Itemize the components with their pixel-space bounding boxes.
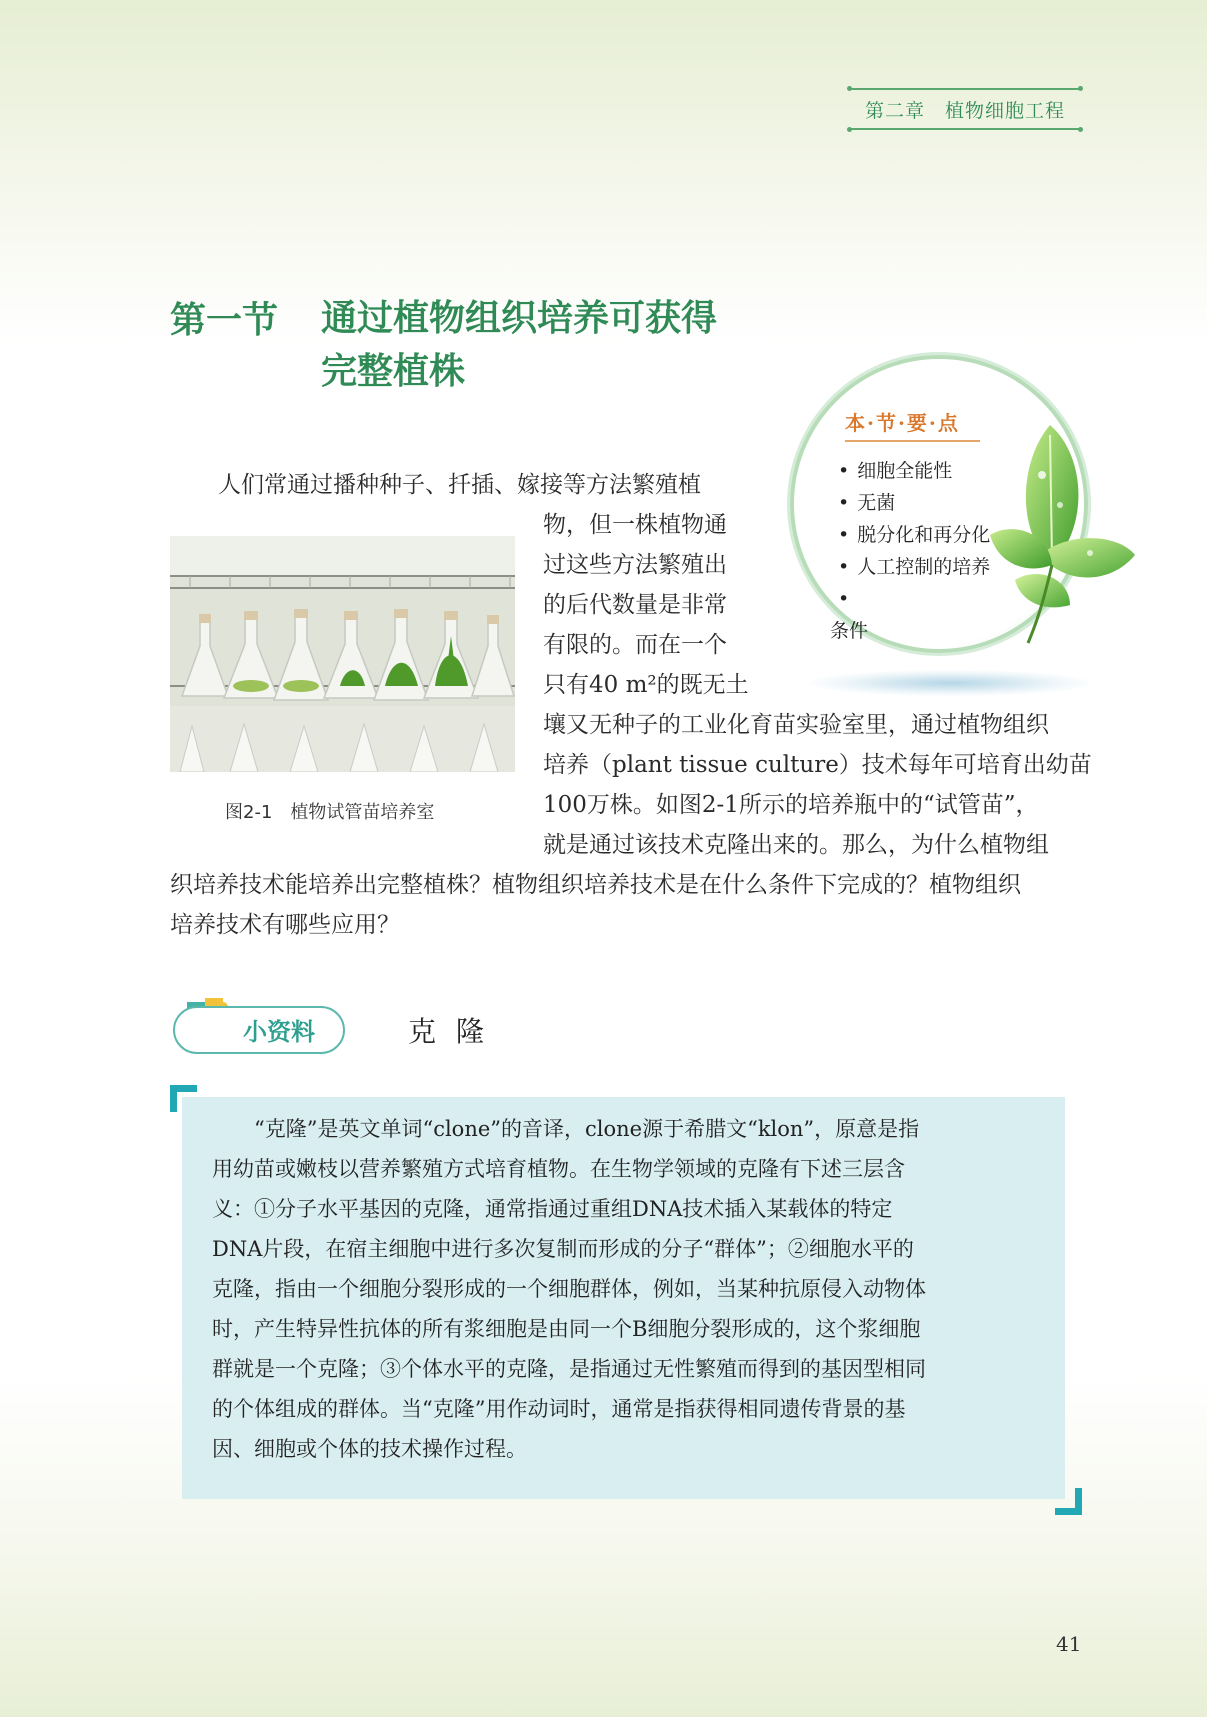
text-line: 只有40 m²的既无土 bbox=[543, 672, 749, 698]
key-point-item: • 无菌 bbox=[838, 487, 990, 519]
figure-caption: 图2-1 植物试管苗培养室 bbox=[225, 802, 435, 823]
info-line: 时，产生特异性抗体的所有浆细胞是由同一个B细胞分裂形成的，这个浆细胞 bbox=[212, 1317, 921, 1341]
text-line: 织培养技术能培养出完整植株？植物组织培养技术是在什么条件下完成的？植物组织 bbox=[170, 872, 1021, 898]
key-points-title: 本·节·要·点 bbox=[845, 407, 980, 442]
text-line: 就是通过该技术克隆出来的。那么，为什么植物组 bbox=[543, 832, 1049, 858]
section-number: 第一节 bbox=[170, 299, 279, 341]
key-point-item: • 细胞全能性 bbox=[838, 455, 990, 487]
text-line: 培养（plant tissue culture）技术每年可培育出幼苗 bbox=[543, 752, 1092, 778]
text-line: 的后代数量是非常 bbox=[543, 592, 727, 618]
leaves-icon bbox=[970, 415, 1135, 645]
info-line: 克隆，指由一个细胞分裂形成的一个细胞群体，例如，当某种抗原侵入动物体 bbox=[212, 1277, 926, 1301]
key-points-badge bbox=[790, 355, 1090, 655]
text-line: 人们常通过播种种子、扦插、嫁接等方法繁殖植 bbox=[218, 472, 701, 498]
text-line: 有限的。而在一个 bbox=[543, 632, 727, 658]
note-label: 小资料 bbox=[243, 1018, 315, 1046]
note-topic: 克隆 bbox=[408, 1015, 505, 1048]
key-point-item: • 人工控制的培养 bbox=[838, 551, 990, 583]
key-point-item: • 脱分化和再分化 bbox=[838, 519, 990, 551]
info-line: “克隆”是英文单词“clone”的音译，clone源于希腊文“klon”，原意是指 bbox=[254, 1117, 920, 1141]
section-title bbox=[321, 292, 717, 398]
info-line: 的个体组成的群体。当“克隆”用作动词时，通常是指获得相同遗传背景的基 bbox=[212, 1397, 906, 1421]
info-line: 用幼苗或嫩枝以营养繁殖方式培育植物。在生物学领域的克隆有下述三层含 bbox=[212, 1157, 905, 1181]
key-point-item-cont: • 条件 bbox=[830, 620, 869, 642]
chapter-number: 第二章 bbox=[864, 99, 925, 122]
info-line: 义：①分子水平基因的克隆，通常指通过重组DNA技术插入某载体的特定 bbox=[212, 1197, 893, 1221]
info-line: 因、细胞或个体的技术操作过程。 bbox=[212, 1437, 527, 1461]
tissue-culture-photo bbox=[170, 536, 515, 772]
badge-shadow bbox=[810, 670, 1090, 696]
info-box bbox=[182, 1097, 1065, 1499]
page-number: 41 bbox=[1056, 1632, 1082, 1656]
chapter-title: 植物细胞工程 bbox=[945, 99, 1066, 122]
culture-flasks-icon bbox=[170, 536, 515, 772]
text-line: 物，但一株植物通 bbox=[543, 512, 727, 538]
text-line: 培养技术有哪些应用？ bbox=[170, 912, 400, 938]
text-line: 100万株。如图2-1所示的培养瓶中的“试管苗”， bbox=[543, 792, 1039, 818]
section-title-line1: 通过植物组织培养可获得 bbox=[321, 297, 718, 339]
info-line: 群就是一个克隆；③个体水平的克隆，是指通过无性繁殖而得到的基因型相同 bbox=[212, 1357, 926, 1381]
text-line: 过这些方法繁殖出 bbox=[543, 552, 727, 578]
info-line: DNA片段，在宿主细胞中进行多次复制而形成的分子“群体”；②细胞水平的 bbox=[212, 1237, 914, 1261]
key-points-list bbox=[830, 455, 991, 647]
text-line: 壤又无种子的工业化育苗实验室里，通过植物组织 bbox=[543, 712, 1049, 738]
section-title-line2: 完整植株 bbox=[321, 350, 466, 392]
chapter-header bbox=[850, 88, 1080, 130]
